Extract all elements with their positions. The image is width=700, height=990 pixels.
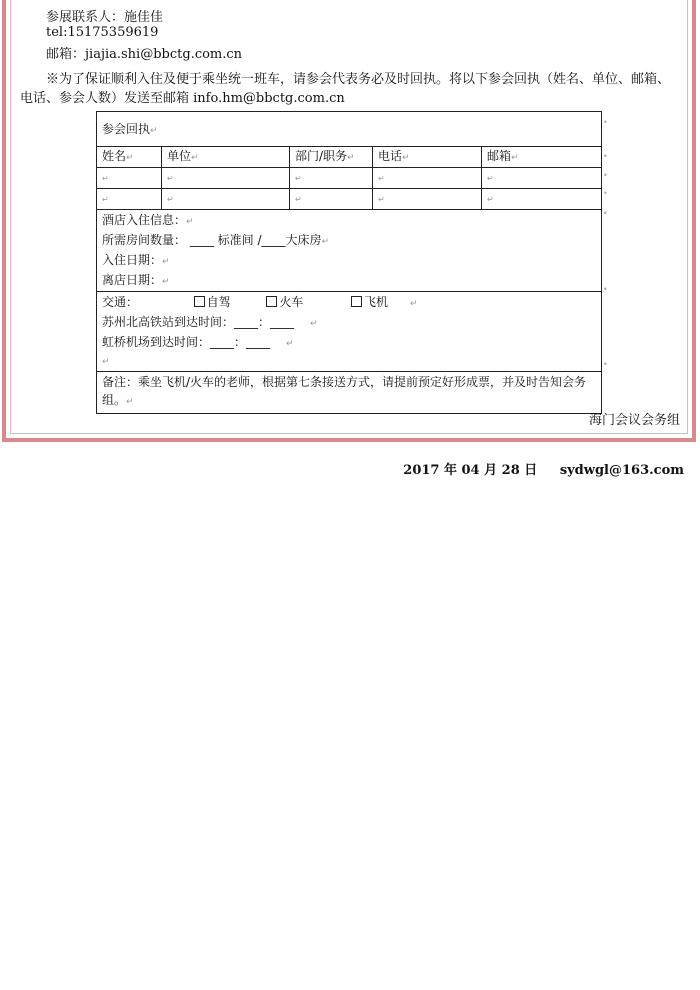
contact-person: 参展联系人：施佳佳 [46, 10, 164, 25]
col-dept: 部门/职务↵ [290, 147, 373, 168]
row-end-mark: • [603, 171, 608, 180]
contact-tel: tel:15175359619 [46, 25, 159, 40]
hongqiao-arrival[interactable]: 虹桥机场到达时间：____：____ [102, 335, 271, 349]
cell-phone[interactable]: ↵ [373, 168, 482, 189]
cell-name[interactable]: ↵ [97, 189, 162, 210]
checkbox-train[interactable] [266, 296, 277, 307]
cell-unit[interactable]: ↵ [162, 168, 290, 189]
col-name: 姓名↵ [97, 147, 162, 168]
remark-section: 备注：乘坐飞机/火车的老师，根据第七条接送方式，请提前预定好形成票，并及时告知会务组。↵ [97, 372, 602, 414]
cell-phone[interactable]: ↵ [373, 189, 482, 210]
suzhou-arrival[interactable]: 苏州北高铁站到达时间：____：____ [102, 315, 295, 329]
row-end-mark: • [603, 360, 608, 369]
organizer-signature: 海门会议会务组 [588, 413, 680, 428]
table-row [97, 189, 602, 210]
row-end-mark: • [603, 285, 608, 294]
checkbox-plane[interactable] [351, 296, 362, 307]
receipt-form [96, 111, 602, 414]
row-end-mark: • [603, 118, 608, 127]
footer-email: sydwgl@163.com [559, 463, 684, 478]
col-phone: 电话↵ [373, 147, 482, 168]
transport-section: 交通： 自驾 火车 飞机 ↵ 苏州北高铁站到达时间：____：____ ↵ 虹桥机场到达时间：____：____ ↵ ↵ [97, 292, 602, 372]
remark-text: 备注：乘坐飞机/火车的老师，根据第七条接送方式，请提前预定好形成票，并及时告知会务组。 [102, 375, 587, 407]
cell-name[interactable]: ↵ [97, 168, 162, 189]
receipt-title: 参会回执 [102, 122, 151, 136]
cell-email[interactable]: ↵ [482, 168, 602, 189]
cell-dept[interactable]: ↵ [290, 189, 373, 210]
hotel-title: 酒店入住信息： [102, 213, 187, 227]
option-self-drive: 自驾 [206, 295, 231, 309]
cell-unit[interactable]: ↵ [162, 189, 290, 210]
checkin-date[interactable]: 入住日期： [102, 253, 163, 267]
checkout-date[interactable]: 离店日期： [102, 273, 163, 287]
row-end-mark: • [603, 189, 608, 198]
transport-label: 交通： [102, 295, 139, 309]
cell-dept[interactable]: ↵ [290, 168, 373, 189]
col-unit: 单位↵ [162, 147, 290, 168]
reply-note: ※为了保证顺利入住及便于乘坐统一班车，请参会代表务必及时回执。将以下参会回执（姓名、单位、邮箱、电话、参会人数）发送至邮箱 info.hm@bbctg.com.cn [20, 72, 671, 106]
row-end-mark: • [603, 152, 608, 161]
col-email: 邮箱↵ [482, 147, 602, 168]
row-end-mark: • [603, 209, 608, 218]
option-plane: 飞机 [364, 295, 389, 309]
column-header-row [97, 147, 602, 168]
option-train: 火车 [279, 295, 304, 309]
hotel-rooms[interactable]: 所需房间数量： ____ 标准间 /____大床房 [102, 233, 322, 247]
table-row [97, 168, 602, 189]
cell-email[interactable]: ↵ [482, 189, 602, 210]
receipt-title-cell: 参会回执↵ [97, 112, 602, 147]
contact-email: 邮箱：jiajia.shi@bbctg.com.cn [46, 47, 243, 62]
hotel-section: 酒店入住信息：↵ 所需房间数量： ____ 标准间 /____大床房↵ 入住日期：↵ 离店日期：↵ [97, 210, 602, 292]
page-footer [385, 459, 684, 478]
footer-date: 2017 年 04 月 28 日 [403, 463, 538, 478]
checkbox-self-drive[interactable] [194, 296, 205, 307]
